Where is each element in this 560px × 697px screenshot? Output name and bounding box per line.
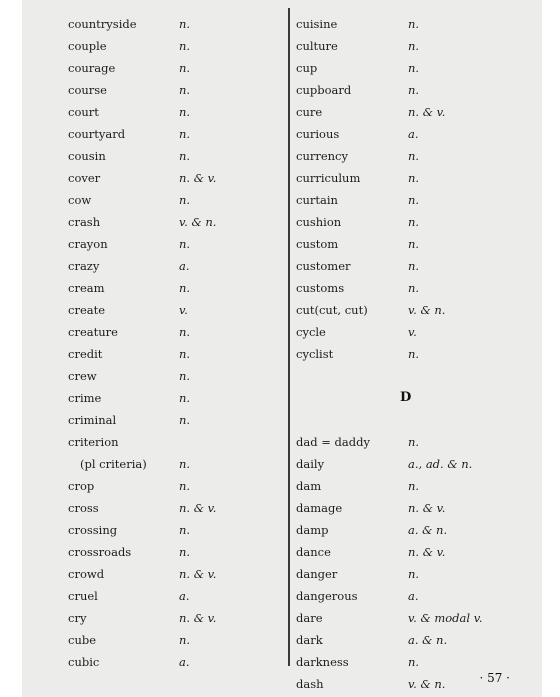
entry-part-of-speech: n.: [179, 633, 191, 647]
entry-part-of-speech: n.: [179, 391, 191, 405]
entry-part-of-speech: v.: [179, 303, 188, 317]
entry-word: cow: [68, 193, 92, 207]
entry-row: [296, 651, 536, 673]
entry-row: [68, 475, 298, 497]
entry-part-of-speech: a.: [408, 589, 419, 603]
entry-word: darkness: [296, 655, 349, 669]
entry-part-of-speech: n.: [408, 347, 420, 361]
entry-part-of-speech: n. & v.: [179, 567, 217, 581]
entry-row: [296, 343, 536, 365]
entry-word: crayon: [68, 237, 108, 251]
entry-part-of-speech: v.: [408, 325, 417, 339]
entry-word: curriculum: [296, 171, 361, 185]
entry-part-of-speech: n.: [179, 193, 191, 207]
entry-part-of-speech: n.: [408, 83, 420, 97]
entry-row: [68, 343, 298, 365]
entry-part-of-speech: n.: [179, 61, 191, 75]
entry-word: (pl criteria): [80, 457, 147, 471]
entry-word: crossroads: [68, 545, 132, 559]
entry-part-of-speech: n.: [408, 171, 420, 185]
entry-word: damp: [296, 523, 329, 537]
entry-word: dash: [296, 677, 324, 691]
entry-row: [296, 321, 536, 343]
entry-word: cycle: [296, 325, 326, 339]
entry-word: cry: [68, 611, 87, 625]
entry-part-of-speech: n.: [408, 479, 420, 493]
entry-word: criminal: [68, 413, 117, 427]
entry-part-of-speech: v. & modal v.: [408, 611, 483, 625]
entry-row: [68, 607, 298, 629]
entry-row: [296, 233, 536, 255]
entry-row: [296, 299, 536, 321]
entry-row: [296, 563, 536, 585]
entry-word: crowd: [68, 567, 105, 581]
page-number: · 57 ·: [479, 671, 510, 685]
entry-row: [68, 431, 298, 453]
entry-word: create: [68, 303, 106, 317]
entry-word: cube: [68, 633, 97, 647]
entry-row: [68, 321, 298, 343]
entry-word: dark: [296, 633, 323, 647]
entry-part-of-speech: n.: [179, 457, 191, 471]
entry-word: course: [68, 83, 107, 97]
entry-word: crossing: [68, 523, 118, 537]
entry-word: crime: [68, 391, 102, 405]
section-letter-row: [296, 365, 536, 431]
entry-word: dangerous: [296, 589, 358, 603]
entry-word: cousin: [68, 149, 106, 163]
entry-part-of-speech: v. & n.: [408, 677, 446, 691]
entry-part-of-speech: n.: [179, 237, 191, 251]
entry-part-of-speech: n.: [408, 193, 420, 207]
entry-row: [296, 607, 536, 629]
entry-row: [296, 167, 536, 189]
entry-row: [296, 453, 536, 475]
entry-row: [68, 255, 298, 277]
entry-part-of-speech: n. & v.: [408, 501, 446, 515]
entry-word: criterion: [68, 435, 119, 449]
entry-word: crazy: [68, 259, 100, 273]
entry-row: [68, 387, 298, 409]
entry-word: culture: [296, 39, 338, 53]
right-column: [296, 13, 536, 695]
entry-row: [296, 475, 536, 497]
left-column: [68, 13, 298, 673]
entry-row: [68, 497, 298, 519]
entry-part-of-speech: n.: [408, 149, 420, 163]
entry-row: [296, 79, 536, 101]
entry-row: [68, 541, 298, 563]
entry-row: [296, 189, 536, 211]
entry-word: countryside: [68, 17, 137, 31]
entry-part-of-speech: n. & v.: [408, 105, 446, 119]
entry-row: [68, 585, 298, 607]
entry-part-of-speech: a.: [179, 259, 190, 273]
entry-row: [296, 211, 536, 233]
entry-row: [68, 35, 298, 57]
entry-row: [296, 277, 536, 299]
entry-part-of-speech: v. & n.: [408, 303, 446, 317]
entry-word: cushion: [296, 215, 342, 229]
entry-word: cream: [68, 281, 105, 295]
entry-part-of-speech: n.: [408, 61, 420, 75]
entry-part-of-speech: n.: [408, 281, 420, 295]
entry-row: [68, 145, 298, 167]
entry-row: [68, 123, 298, 145]
entry-word: custom: [296, 237, 339, 251]
book-page: [22, 0, 542, 697]
entry-word: cut(cut, cut): [296, 303, 368, 317]
entry-word: cuisine: [296, 17, 338, 31]
entry-word: cup: [296, 61, 318, 75]
entry-row: [68, 409, 298, 431]
entry-part-of-speech: a.: [408, 127, 419, 141]
entry-part-of-speech: n.: [179, 127, 191, 141]
entry-row: [68, 189, 298, 211]
entry-word: courtyard: [68, 127, 126, 141]
entry-word: cross: [68, 501, 99, 515]
entry-row: [68, 167, 298, 189]
entry-row: [296, 629, 536, 651]
entry-part-of-speech: n.: [408, 259, 420, 273]
entry-row: [68, 519, 298, 541]
entry-part-of-speech: n.: [179, 413, 191, 427]
entry-part-of-speech: a. & n.: [408, 633, 448, 647]
entry-word: court: [68, 105, 99, 119]
entry-part-of-speech: a.: [179, 655, 190, 669]
entry-word: curtain: [296, 193, 338, 207]
entry-row: [296, 431, 536, 453]
entry-row: [68, 629, 298, 651]
entry-row: [296, 497, 536, 519]
entry-part-of-speech: n.: [179, 281, 191, 295]
entry-part-of-speech: n.: [179, 149, 191, 163]
entry-part-of-speech: n.: [179, 105, 191, 119]
entry-row: [296, 35, 536, 57]
entry-row: [296, 145, 536, 167]
entry-row: [68, 299, 298, 321]
entry-row: [296, 57, 536, 79]
entry-row: [296, 101, 536, 123]
entry-row: [68, 563, 298, 585]
entry-word: customer: [296, 259, 351, 273]
entry-word: dam: [296, 479, 322, 493]
entry-row: [296, 541, 536, 563]
entry-word: cupboard: [296, 83, 352, 97]
entry-row: [68, 101, 298, 123]
section-letter: D: [400, 390, 412, 405]
entry-part-of-speech: n.: [408, 39, 420, 53]
entry-row: [296, 13, 536, 35]
entry-part-of-speech: n.: [179, 17, 191, 31]
entry-row: [68, 233, 298, 255]
entry-row: [68, 277, 298, 299]
entry-word: dare: [296, 611, 323, 625]
entry-row: [68, 365, 298, 387]
entry-part-of-speech: n.: [408, 17, 420, 31]
entry-word: curious: [296, 127, 340, 141]
entry-part-of-speech: a., ad. & n.: [408, 457, 473, 471]
entry-part-of-speech: n. & v.: [179, 171, 217, 185]
entry-word: danger: [296, 567, 338, 581]
entry-word: customs: [296, 281, 345, 295]
entry-part-of-speech: n.: [179, 347, 191, 361]
entry-word: dad = daddy: [296, 435, 370, 449]
entry-word: credit: [68, 347, 103, 361]
entry-word: cyclist: [296, 347, 334, 361]
entry-word: crash: [68, 215, 101, 229]
entry-part-of-speech: n.: [179, 545, 191, 559]
entry-part-of-speech: v. & n.: [179, 215, 217, 229]
entry-word: crop: [68, 479, 95, 493]
entry-word: daily: [296, 457, 325, 471]
entry-part-of-speech: n.: [408, 215, 420, 229]
entry-word: cruel: [68, 589, 98, 603]
entry-part-of-speech: a. & n.: [408, 523, 448, 537]
entry-row: [68, 79, 298, 101]
entry-part-of-speech: n.: [179, 39, 191, 53]
entry-word: couple: [68, 39, 107, 53]
entry-part-of-speech: n.: [179, 369, 191, 383]
entry-part-of-speech: a.: [179, 589, 190, 603]
entry-part-of-speech: n. & v.: [408, 545, 446, 559]
entry-row: [296, 123, 536, 145]
entry-word: cure: [296, 105, 323, 119]
entry-word: currency: [296, 149, 348, 163]
entry-row: [68, 651, 298, 673]
entry-word: cover: [68, 171, 101, 185]
entry-part-of-speech: n. & v.: [179, 611, 217, 625]
entry-row: [68, 453, 298, 475]
entry-word: courage: [68, 61, 116, 75]
entry-row: [68, 57, 298, 79]
entry-row: [296, 255, 536, 277]
entry-part-of-speech: n. & v.: [179, 501, 217, 515]
entry-part-of-speech: n.: [179, 523, 191, 537]
entry-row: [296, 585, 536, 607]
entry-part-of-speech: n.: [408, 567, 420, 581]
entry-part-of-speech: n.: [179, 479, 191, 493]
entry-word: damage: [296, 501, 343, 515]
entry-row: [68, 211, 298, 233]
entry-part-of-speech: n.: [408, 435, 420, 449]
entry-row: [68, 13, 298, 35]
entry-word: creature: [68, 325, 118, 339]
entry-word: crew: [68, 369, 97, 383]
entry-part-of-speech: n.: [408, 655, 420, 669]
entry-row: [296, 519, 536, 541]
entry-part-of-speech: n.: [179, 83, 191, 97]
entry-part-of-speech: n.: [408, 237, 420, 251]
entry-word: cubic: [68, 655, 100, 669]
entry-word: dance: [296, 545, 331, 559]
entry-part-of-speech: n.: [179, 325, 191, 339]
column-divider: [288, 8, 290, 666]
